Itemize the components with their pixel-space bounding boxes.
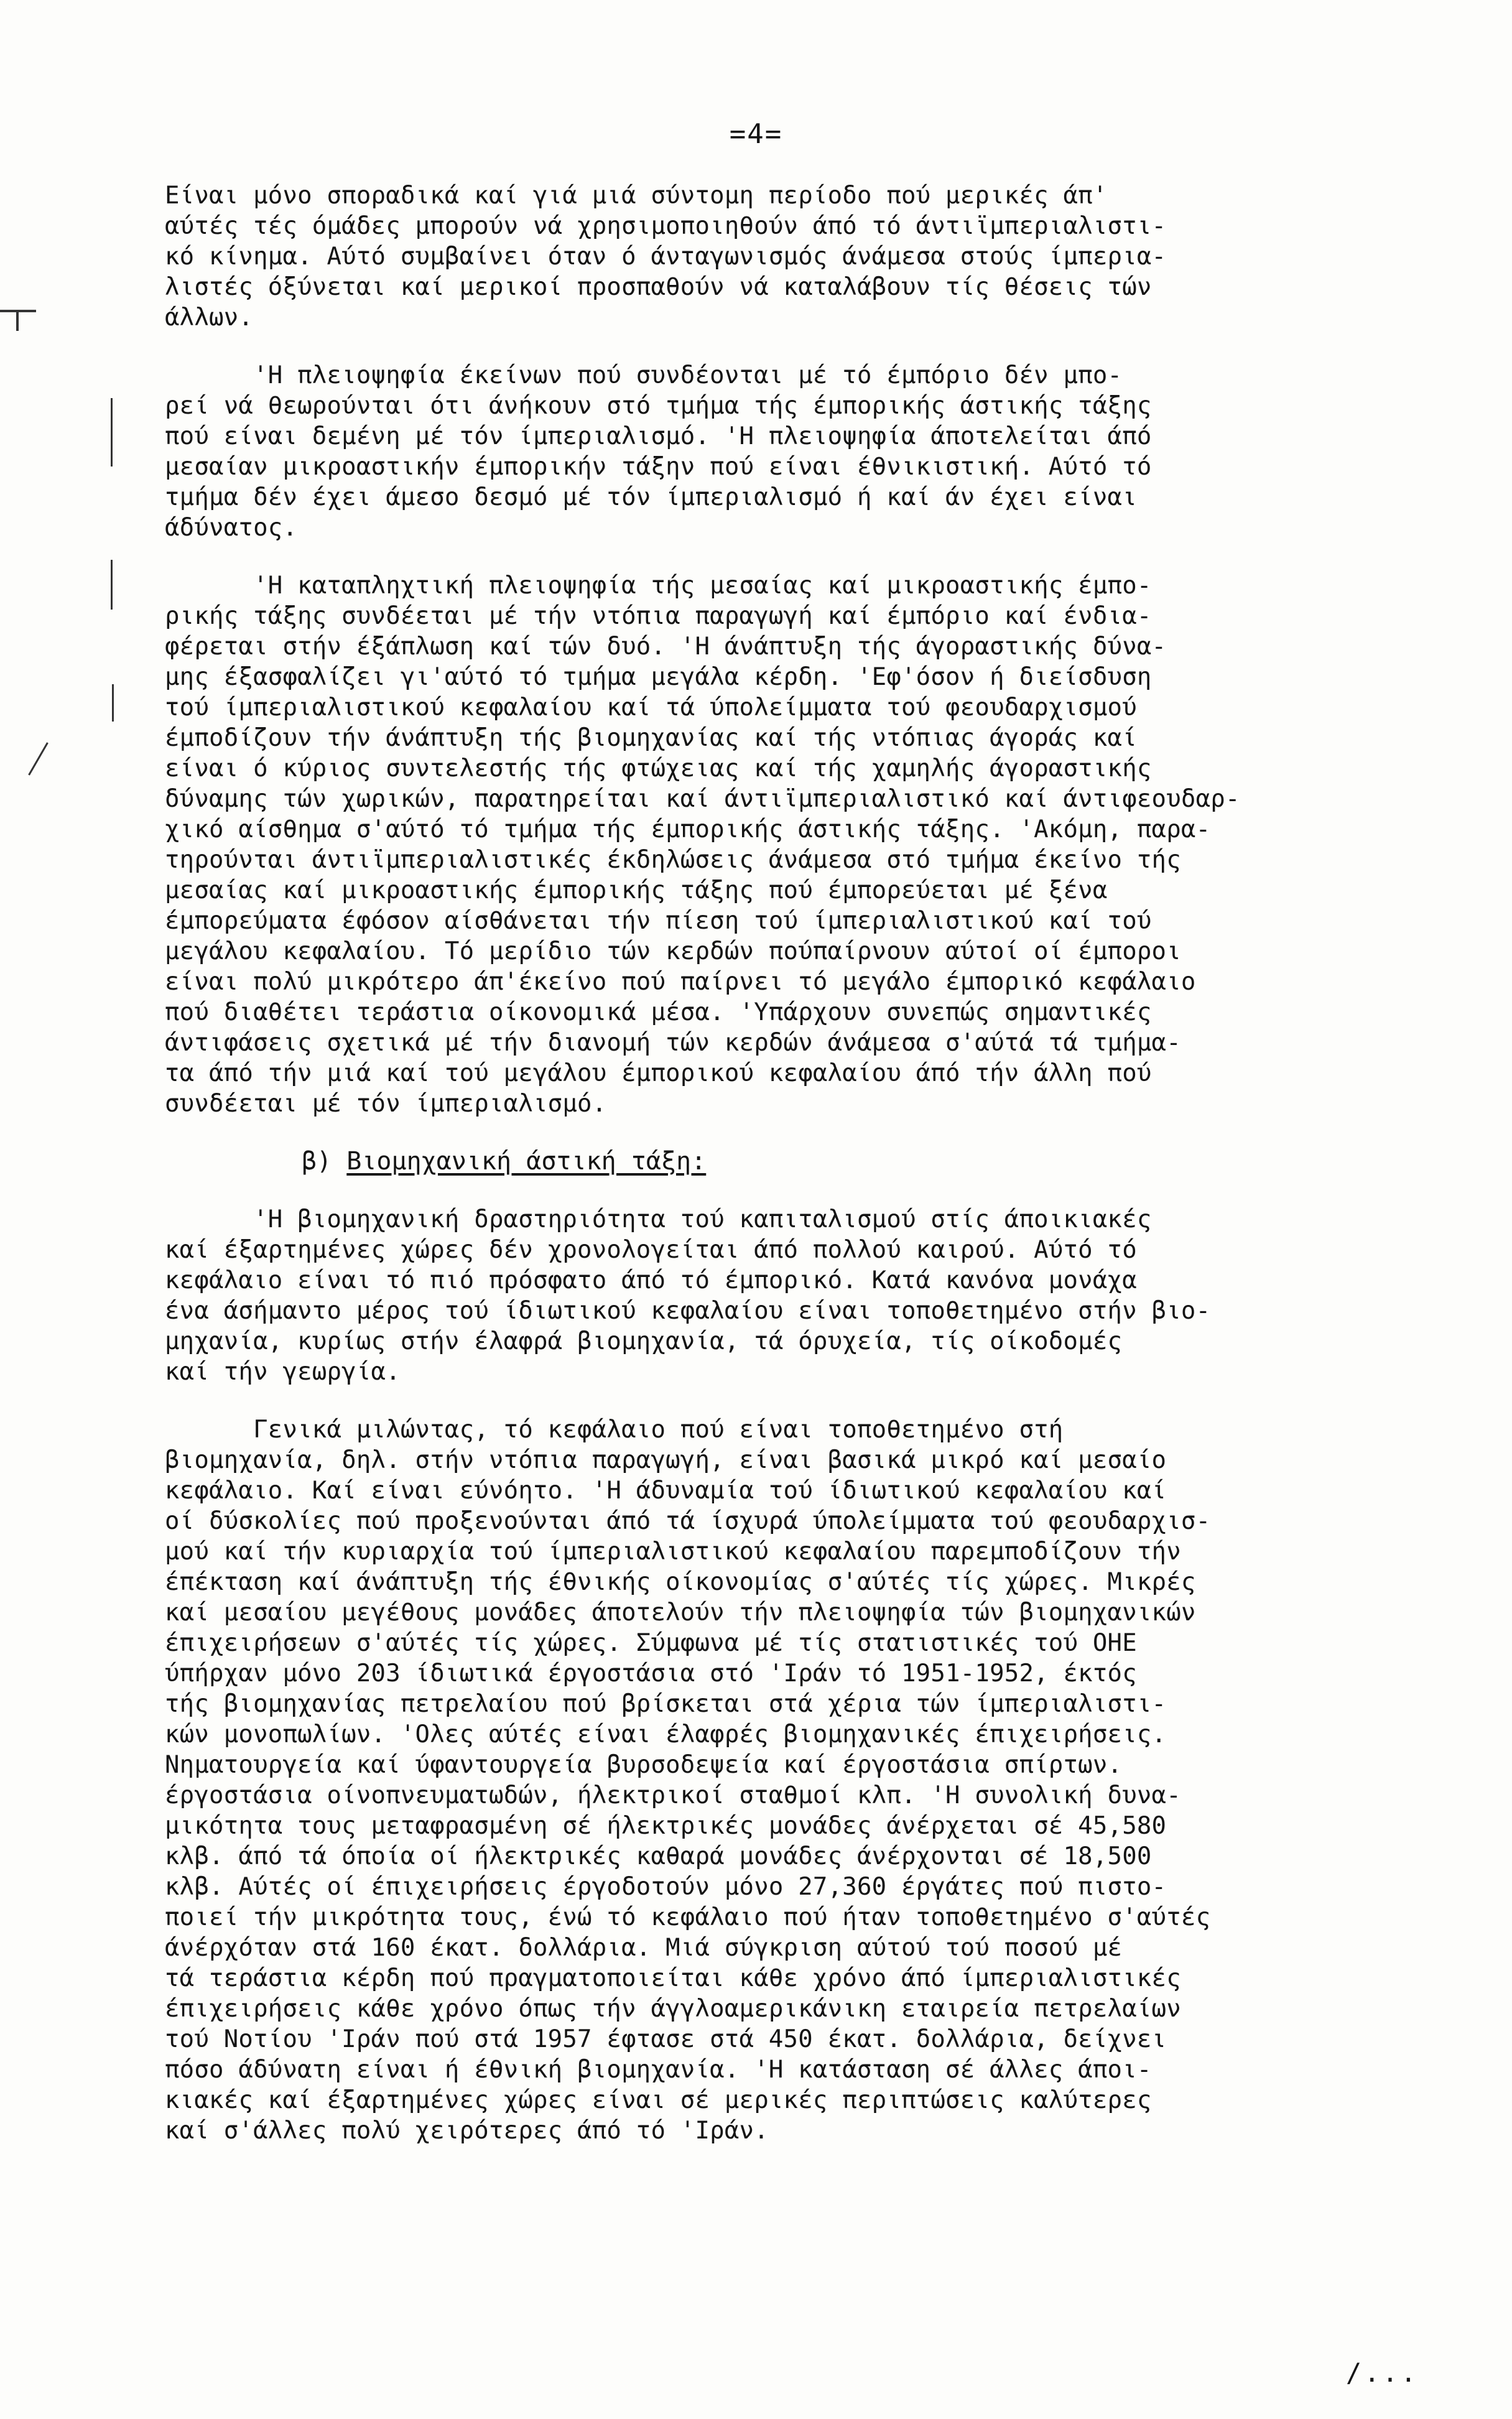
text-line: πού είναι δεμένη μέ τόν ίμπεριαλισμό. 'Η πλειοψηφία άποτελείται άπό: [165, 422, 1152, 450]
text-line: κλβ. άπό τά όποία οί ήλεκτρικές καθαρά μονάδες άνέρχονται σέ 18,500: [165, 1842, 1152, 1870]
text-line: κεφάλαιο. Καί είναι εύνόητο. 'Η άδυναμία τού ίδιωτικού κεφαλαίου καί: [165, 1477, 1167, 1505]
text-line: μεσαίας καί μικροαστικής έμπορικής τάξης πού έμπορεύεται μέ ξένα: [165, 876, 1108, 904]
margin-mark-bar-1: [111, 398, 113, 467]
text-line: είναι ό κύριος συντελεστής τής φτώχειας καί τής χαμηλής άγοραστικής: [165, 754, 1152, 782]
text-line: άλλων.: [165, 304, 254, 332]
text-line: τής βιομηχανίας πετρελαίου πού βρίσκεται στά χέρια τών ίμπεριαλιστι-: [165, 1690, 1167, 1718]
text-line: μεγάλου κεφαλαίου. Τό μερίδιο τών κερδών πούπαίρνουν αύτοί οί έμποροι: [165, 937, 1181, 965]
text-line: Γενικά μιλώντας, τό κεφάλαιο πού είναι τοποθετημένο στή: [165, 1416, 1064, 1444]
text-line: μης έξασφαλίζει γι'αύτό τό τμήμα μεγάλα κέρδη. 'Εφ'όσον ή διείσδυση: [165, 663, 1152, 691]
margin-mark-bar-2: [111, 560, 113, 610]
text-line: καί τήν γεωργία.: [165, 1358, 401, 1386]
text-line: έργοστάσια οίνοπνευματωδών, ήλεκτρικοί σταθμοί κλπ. 'Η συνολική δυνα-: [165, 1781, 1181, 1809]
margin-mark-cross-v: [16, 310, 19, 331]
text-line: κιακές καί έξαρτημένες χώρες είναι σέ μερικές περιπτώσεις καλύτερες: [165, 2086, 1152, 2114]
text-line: τά τεράστια κέρδη πού πραγματοποιείται κάθε χρόνο άπό ίμπεριαλιστικές: [165, 1964, 1181, 1992]
text-line: Νηματουργεία καί ύφαντουργεία βυρσοδεψεία καί έργοστάσια σπίρτων.: [165, 1751, 1123, 1779]
paragraph-5: [165, 1414, 1477, 2146]
section-title: Βιομηχανική άστική τάξη:: [346, 1147, 707, 1176]
paragraph-4: [165, 1204, 1477, 1387]
text-line: χικό αίσθημα σ'αύτό τό τμήμα τής έμπορικής άστικής τάξης. 'Ακόμη, παρα-: [165, 815, 1211, 843]
text-line: Είναι μόνο σποραδικά καί γιά μιά σύντομη περίοδο πού μερικές άπ': [165, 182, 1108, 210]
text-line: καί έξαρτημένες χώρες δέν χρονολογείται άπό πολλού καιρού. Αύτό τό: [165, 1236, 1137, 1264]
text-line: τού Νοτίου 'Ιράν πού στά 1957 έφτασε στά 450 έκατ. δολλάρια, δείχνει: [165, 2025, 1167, 2053]
page-number: =4=: [729, 118, 783, 150]
text-line: έμπορεύματα έφόσον αίσθάνεται τήν πίεση τού ίμπεριαλιστικού καί τού: [165, 907, 1152, 935]
text-line: κλβ. Αύτές οί έπιχειρήσεις έργοδοτούν μόνο 27,360 έργάτες πού πιστο-: [165, 1873, 1167, 1901]
text-line: βιομηχανία, δηλ. στήν ντόπια παραγωγή, είναι βασικά μικρό καί μεσαίο: [165, 1446, 1167, 1474]
text-line: μεσαίαν μικροαστικήν έμπορικήν τάξην πού είναι έθνικιστική. Αύτό τό: [165, 453, 1152, 481]
text-line: ύπήρχαν μόνο 203 ίδιωτικά έργοστάσια στό 'Ιράν τό 1951-1952, έκτός: [165, 1660, 1137, 1688]
text-line: 'Η καταπληχτική πλειοψηφία τής μεσαίας καί μικροαστικής έμπο-: [165, 572, 1152, 600]
text-line: αύτές τές όμάδες μπορούν νά χρησιμοποιηθούν άπό τό άντιϊμπεριαλιστι-: [165, 212, 1167, 240]
text-line: τα άπό τήν μιά καί τού μεγάλου έμπορικού κεφαλαίου άπό τήν άλλη πού: [165, 1059, 1152, 1087]
text-line: άντιφάσεις σχετικά μέ τήν διανομή τών κερδών άνάμεσα σ'αύτά τά τμήμα-: [165, 1029, 1181, 1057]
section-number: β): [302, 1147, 332, 1176]
section-heading: [165, 1146, 1477, 1177]
margin-mark-slash: [28, 742, 49, 775]
text-line: πού διαθέτει τεράστια οίκονομικά μέσα. 'Υπάρχουν συνεπώς σημαντικές: [165, 998, 1152, 1026]
text-line: έμποδίζουν τήν άνάπτυξη τής βιομηχανίας καί τής ντόπιας άγοράς καί: [165, 724, 1137, 752]
text-line: άδύνατος.: [165, 514, 298, 542]
text-line: μικότητα τους μεταφρασμένη σέ ήλεκτρικές μονάδες άνέρχεται σέ 45,580: [165, 1812, 1167, 1840]
text-line: ποιεί τήν μικρότητα τους, ένώ τό κεφάλαιο πού ήταν τοποθετημένο σ'αύτές: [165, 1903, 1211, 1931]
text-line: καί σ'άλλες πολύ χειρότερες άπό τό 'Ιράν.: [165, 2117, 769, 2145]
text-line: μού καί τήν κυριαρχία τού ίμπεριαλιστικού κεφαλαίου παρεμποδίζουν τήν: [165, 1538, 1181, 1566]
text-line: άνέρχόταν στά 160 έκατ. δολλάρια. Μιά σύγκριση αύτού τού ποσού μέ: [165, 1934, 1123, 1962]
text-line: κό κίνημα. Αύτό συμβαίνει όταν ό άνταγωνισμός άνάμεσα στούς ίμπερια-: [165, 243, 1167, 271]
text-line: μηχανία, κυρίως στήν έλαφρά βιομηχανία, τά όρυχεία, τίς οίκοδομές: [165, 1327, 1123, 1355]
text-line: τμήμα δέν έχει άμεσο δεσμό μέ τόν ίμπεριαλισμό ή καί άν έχει είναι: [165, 483, 1137, 511]
text-line: ένα άσήμαντο μέρος τού ίδιωτικού κεφαλαίου είναι τοποθετημένο στήν βιο-: [165, 1297, 1211, 1325]
text-line: ρεί νά θεωρούνται ότι άνήκουν στό τμήμα τής έμπορικής άστικής τάξης: [165, 392, 1152, 420]
margin-mark-bar-3: [112, 684, 114, 722]
text-line: δύναμης τών χωρικών, παρατηρείται καί άντιϊμπεριαλιστικό καί άντιφεουδαρ-: [165, 785, 1240, 813]
paragraph-3: [165, 570, 1477, 1119]
text-line: έπιχειρήσεων σ'αύτές τίς χώρες. Σύμφωνα μέ τίς στατιστικές τού ΟΗΕ: [165, 1629, 1137, 1657]
text-line: 'Η βιομηχανική δραστηριότητα τού καπιταλισμού στίς άποικιακές: [165, 1205, 1152, 1233]
text-line: τού ίμπεριαλιστικού κεφαλαίου καί τά ύπολείμματα τού φεουδαρχισμού: [165, 694, 1137, 722]
text-line: είναι πολύ μικρότερο άπ'έκείνο πού παίρνει τό μεγάλο έμπορικό κεφάλαιο: [165, 968, 1196, 996]
text-line: κών μονοπωλίων. 'Ολες αύτές είναι έλαφρές βιομηχανικές έπιχειρήσεις.: [165, 1720, 1167, 1748]
text-line: πόσο άδύνατη είναι ή έθνική βιομηχανία. 'Η κατάσταση σέ άλλες άποι-: [165, 2056, 1152, 2084]
text-line: λιστές όξύνεται καί μερικοί προσπαθούν νά καταλάβουν τίς θέσεις τών: [165, 273, 1152, 301]
continuation-mark: /...: [1345, 2357, 1419, 2388]
text-line: έπέκταση καί άνάπτυξη τής έθνικής οίκονομίας σ'αύτές τίς χώρες. Μικρές: [165, 1568, 1196, 1596]
paragraph-1: [165, 180, 1477, 333]
document-body: [165, 180, 1477, 2173]
text-line: 'Η πλειοψηφία έκείνων πού συνδέονται μέ τό έμπόριο δέν μπο-: [165, 361, 1123, 389]
text-line: συνδέεται μέ τόν ίμπεριαλισμό.: [165, 1090, 607, 1118]
paragraph-2: [165, 360, 1477, 543]
text-line: καί μεσαίου μεγέθους μονάδες άποτελούν τήν πλειοψηφία τών βιομηχανικών: [165, 1599, 1196, 1627]
text-line: έπιχειρήσεις κάθε χρόνο όπως τήν άγγλοαμερικάνικη εταιρεία πετρελαίων: [165, 1995, 1181, 2023]
text-line: κεφάλαιο είναι τό πιό πρόσφατο άπό τό έμπορικό. Κατά κανόνα μονάχα: [165, 1266, 1137, 1294]
text-line: ρικής τάξης συνδέεται μέ τήν ντόπια παραγωγή καί έμπόριο καί ένδια-: [165, 602, 1152, 630]
text-line: φέρεται στήν έξάπλωση καί τών δυό. 'Η άνάπτυξη τής άγοραστικής δύνα-: [165, 633, 1167, 661]
text-line: τηρούνται άντιϊμπεριαλιστικές έκδηλώσεις άνάμεσα στό τμήμα έκείνο τής: [165, 846, 1181, 874]
text-line: οί δύσκολίες πού προξενούνται άπό τά ίσχυρά ύπολείμματα τού φεουδαρχισ-: [165, 1507, 1211, 1535]
